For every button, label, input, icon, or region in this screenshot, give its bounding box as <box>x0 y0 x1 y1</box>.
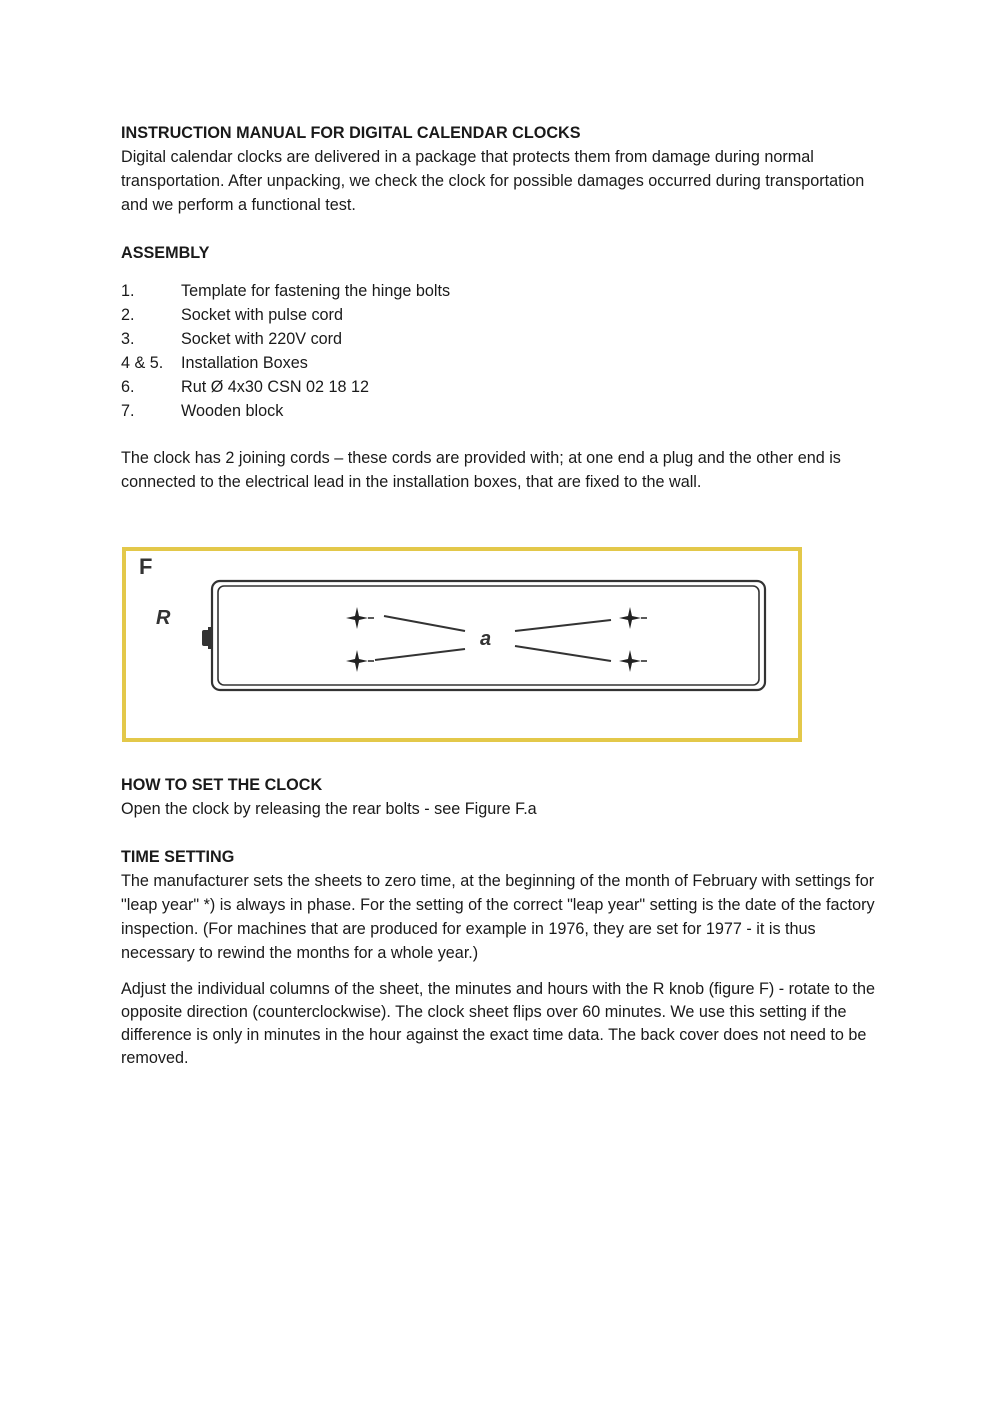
list-item-number: 2. <box>121 306 135 324</box>
list-item-text: Socket with pulse cord <box>181 306 343 324</box>
list-item-number: 7. <box>121 402 135 420</box>
cords-paragraph: The clock has 2 joining cords – these cords are provided with; at one end a plug and the other end is connected to the electrical lead in the installation boxes, that are fixed to the wall. <box>121 449 841 491</box>
list-item-number: 4 & 5. <box>121 354 164 372</box>
figure-label-f: F <box>139 554 153 579</box>
time-setting-paragraph-2: Adjust the individual columns of the sheet, the minutes and hours with the R knob (figure F) - rotate to the opposite direction (counterclockwise). The clock sheet flips over 60 minutes. We use this setting if the difference is only in minutes in the hour against the exact time data. The back cover does not need to be removed. <box>121 980 876 1067</box>
time-setting-paragraph-1: The manufacturer sets the sheets to zero time, at the beginning of the month of February with settings for "leap year" *) is always in phase. For the setting of the correct "leap year" setting is the date of the factory inspection. (For machines that are produced for example in 1976, they are set for 1977 - it is thus necessary to rewind the months for a whole year.) <box>121 872 875 962</box>
list-item-text: Installation Boxes <box>181 354 308 372</box>
list-item-text: Socket with 220V cord <box>181 330 343 348</box>
r-knob-icon <box>202 627 213 649</box>
list-item <box>121 279 450 303</box>
assembly-list <box>121 279 450 423</box>
list-item-number: 1. <box>121 282 135 300</box>
list-item <box>121 375 450 399</box>
time-setting-heading: TIME SETTING <box>121 848 235 866</box>
list-item <box>121 303 450 327</box>
figure-label-a: a <box>480 628 492 650</box>
set-clock-heading: HOW TO SET THE CLOCK <box>121 776 323 794</box>
figure-f-diagram <box>122 547 802 742</box>
document-title: INSTRUCTION MANUAL FOR DIGITAL CALENDAR CLOCKS <box>121 124 581 142</box>
list-item <box>121 351 450 375</box>
list-item-number: 6. <box>121 378 135 396</box>
set-clock-paragraph: Open the clock by releasing the rear bolts - see Figure F.a <box>121 800 537 818</box>
list-item-number: 3. <box>121 330 135 348</box>
assembly-heading: ASSEMBLY <box>121 244 210 262</box>
figure-border <box>124 549 800 740</box>
intro-paragraph: Digital calendar clocks are delivered in a package that protects them from damage during normal transportation. After unpacking, we check the clock for possible damages occurred during transportation and we perform a functional test. <box>121 148 865 214</box>
list-item <box>121 327 450 351</box>
list-item-text: Wooden block <box>181 402 284 420</box>
figure-label-r: R <box>156 607 171 629</box>
list-item-text: Template for fastening the hinge bolts <box>181 282 451 300</box>
list-item <box>121 399 450 423</box>
list-item-text: Rut Ø 4x30 CSN 02 18 12 <box>181 378 370 396</box>
